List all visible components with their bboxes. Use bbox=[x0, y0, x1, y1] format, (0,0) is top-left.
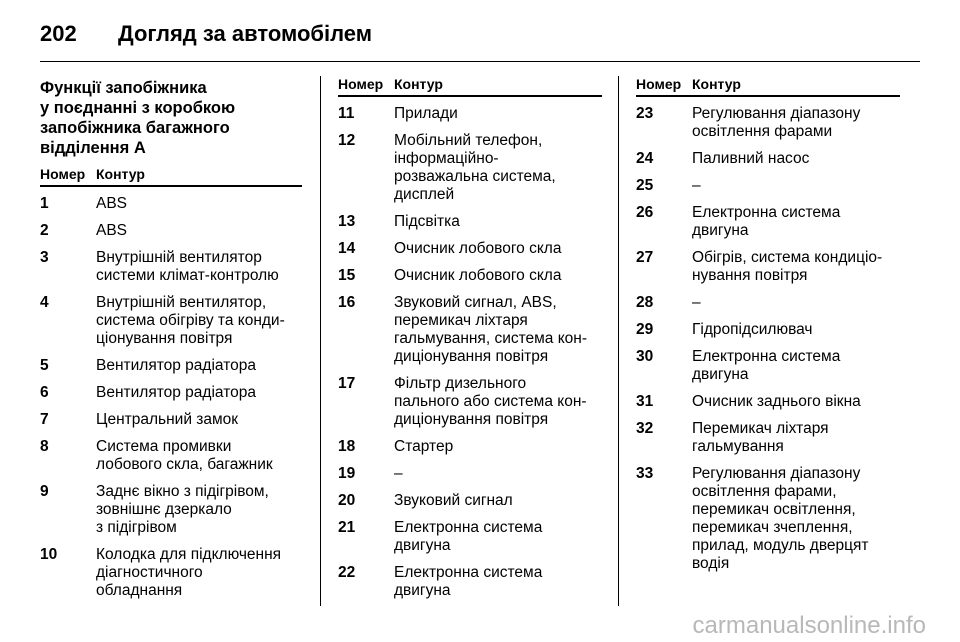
page-title: Догляд за автомобілем bbox=[118, 21, 373, 46]
fuse-number: 33 bbox=[636, 465, 654, 482]
table-row bbox=[40, 483, 302, 537]
fuse-number: 3 bbox=[40, 249, 49, 266]
fuse-number: 14 bbox=[338, 240, 356, 257]
section-title: Функції запобіжника у поєднанні з коробкою запобіжника багажного відділення А bbox=[40, 79, 236, 157]
header-rule bbox=[40, 61, 920, 62]
fuse-number: 8 bbox=[40, 438, 49, 455]
circuit-name: Очисник лобового скла bbox=[394, 240, 562, 257]
table-row bbox=[636, 294, 900, 312]
column-2 bbox=[338, 76, 602, 609]
fuse-number: 27 bbox=[636, 249, 654, 266]
table-row bbox=[636, 150, 900, 168]
column-divider bbox=[320, 76, 321, 606]
circuit-name: Електронна система двигуна bbox=[394, 564, 543, 599]
table-row bbox=[338, 564, 602, 600]
circuit-name: Підсвітка bbox=[394, 213, 460, 230]
table-header bbox=[338, 76, 602, 97]
table-row bbox=[338, 240, 602, 258]
fuse-number: 4 bbox=[40, 294, 49, 311]
fuse-number: 2 bbox=[40, 222, 49, 239]
table-row bbox=[338, 105, 602, 123]
fuse-number: 17 bbox=[338, 375, 356, 392]
table-header bbox=[636, 76, 900, 97]
table-row bbox=[338, 132, 602, 204]
table-row bbox=[636, 249, 900, 285]
circuit-name: Електронна система двигуна bbox=[692, 348, 841, 383]
fuse-number: 9 bbox=[40, 483, 49, 500]
column-divider bbox=[618, 76, 619, 606]
circuit-name: Вентилятор радіатора bbox=[96, 384, 256, 401]
table-row bbox=[338, 267, 602, 285]
table-row bbox=[636, 321, 900, 339]
circuit-name: Колодка для підключення діагностичного обладнання bbox=[96, 546, 282, 599]
table-row bbox=[338, 465, 602, 483]
fuse-number: 13 bbox=[338, 213, 356, 230]
circuit-name: – bbox=[692, 177, 701, 194]
table-row bbox=[338, 519, 602, 555]
table-row bbox=[636, 348, 900, 384]
table-row bbox=[636, 177, 900, 195]
table-row bbox=[40, 438, 302, 474]
fuse-number: 19 bbox=[338, 465, 356, 482]
circuit-name: Очисник заднього вікна bbox=[692, 393, 861, 410]
header-number: Номер bbox=[40, 166, 86, 182]
fuse-number: 15 bbox=[338, 267, 356, 284]
circuit-name: Обігрів, система кондиціо- нування повітря bbox=[692, 249, 883, 284]
fuse-number: 30 bbox=[636, 348, 654, 365]
circuit-name: Мобільний телефон, інформаційно- розважальна система, дисплей bbox=[394, 132, 556, 203]
table-row bbox=[40, 384, 302, 402]
circuit-name: – bbox=[394, 465, 403, 482]
header-circuit: Контур bbox=[394, 76, 443, 92]
table-row bbox=[636, 105, 900, 141]
fuse-number: 29 bbox=[636, 321, 654, 338]
column-1 bbox=[40, 76, 302, 609]
fuse-number: 7 bbox=[40, 411, 49, 428]
fuse-number: 22 bbox=[338, 564, 356, 581]
fuse-number: 1 bbox=[40, 195, 49, 212]
header-circuit: Контур bbox=[692, 76, 741, 92]
table-header bbox=[40, 166, 302, 187]
fuse-number: 18 bbox=[338, 438, 356, 455]
table-row bbox=[338, 294, 602, 366]
header-number: Номер bbox=[338, 76, 384, 92]
fuse-number: 28 bbox=[636, 294, 654, 311]
table-row bbox=[636, 420, 900, 456]
table-row bbox=[40, 546, 302, 600]
column-3 bbox=[636, 76, 900, 582]
fuse-number: 5 bbox=[40, 357, 49, 374]
circuit-name: Вентилятор радіатора bbox=[96, 357, 256, 374]
table-row bbox=[338, 375, 602, 429]
circuit-name: Електронна система двигуна bbox=[692, 204, 841, 239]
circuit-name: Система промивки лобового скла, багажник bbox=[96, 438, 273, 473]
header-circuit: Контур bbox=[96, 166, 145, 182]
fuse-number: 11 bbox=[338, 105, 355, 122]
table-row bbox=[636, 465, 900, 573]
table-row bbox=[40, 357, 302, 375]
circuit-name: Центральний замок bbox=[96, 411, 239, 428]
fuse-number: 10 bbox=[40, 546, 58, 563]
circuit-name: Внутрішній вентилятор системи клімат-контролю bbox=[96, 249, 279, 284]
fuse-number: 16 bbox=[338, 294, 356, 311]
circuit-name: ABS bbox=[96, 222, 128, 239]
table-row bbox=[40, 195, 302, 213]
circuit-name: Фільтр дизельного пального або система кон- диціонування повітря bbox=[394, 375, 587, 428]
fuse-number: 21 bbox=[338, 519, 356, 536]
fuse-number: 6 bbox=[40, 384, 49, 401]
circuit-name: – bbox=[692, 294, 701, 311]
table-row bbox=[40, 294, 302, 348]
table-row bbox=[636, 204, 900, 240]
header-number: Номер bbox=[636, 76, 682, 92]
circuit-name: ABS bbox=[96, 195, 128, 212]
page-header bbox=[40, 14, 372, 54]
circuit-name: Електронна система двигуна bbox=[394, 519, 543, 554]
table-row bbox=[40, 411, 302, 429]
fuse-number: 24 bbox=[636, 150, 654, 167]
fuse-number: 12 bbox=[338, 132, 356, 149]
fuse-number: 26 bbox=[636, 204, 654, 221]
table-row bbox=[636, 393, 900, 411]
fuse-number: 25 bbox=[636, 177, 654, 194]
circuit-name: Внутрішній вентилятор, система обігріву та конди- ціонування повітря bbox=[96, 294, 285, 347]
table-row bbox=[40, 222, 302, 240]
circuit-name: Паливний насос bbox=[692, 150, 810, 167]
circuit-name: Очисник лобового скла bbox=[394, 267, 562, 284]
circuit-name: Звуковий сигнал, ABS, перемикач ліхтаря гальмування, система кон- диціонування повітря bbox=[394, 294, 588, 365]
circuit-name: Заднє вікно з підігрівом, зовнішнє дзеркало з підігрівом bbox=[96, 483, 269, 536]
page-number: 202 bbox=[40, 21, 77, 46]
table-row bbox=[40, 249, 302, 285]
table-row bbox=[338, 213, 602, 231]
circuit-name: Стартер bbox=[394, 438, 454, 455]
circuit-name: Регулювання діапазону освітлення фарами, перемикач освітлення, перемикач зчеплення, прилад, модуль дверцят водія bbox=[692, 465, 869, 572]
fuse-number: 32 bbox=[636, 420, 654, 437]
circuit-name: Перемикач ліхтаря гальмування bbox=[692, 420, 829, 455]
watermark: carmanualsonline.info bbox=[692, 612, 926, 639]
table-row bbox=[338, 492, 602, 510]
circuit-name: Звуковий сигнал bbox=[394, 492, 513, 509]
table-row bbox=[338, 438, 602, 456]
fuse-number: 23 bbox=[636, 105, 654, 122]
fuse-number: 31 bbox=[636, 393, 654, 410]
circuit-name: Регулювання діапазону освітлення фарами bbox=[692, 105, 861, 140]
fuse-number: 20 bbox=[338, 492, 356, 509]
circuit-name: Прилади bbox=[394, 105, 458, 122]
circuit-name: Гідропідсилювач bbox=[692, 321, 813, 338]
